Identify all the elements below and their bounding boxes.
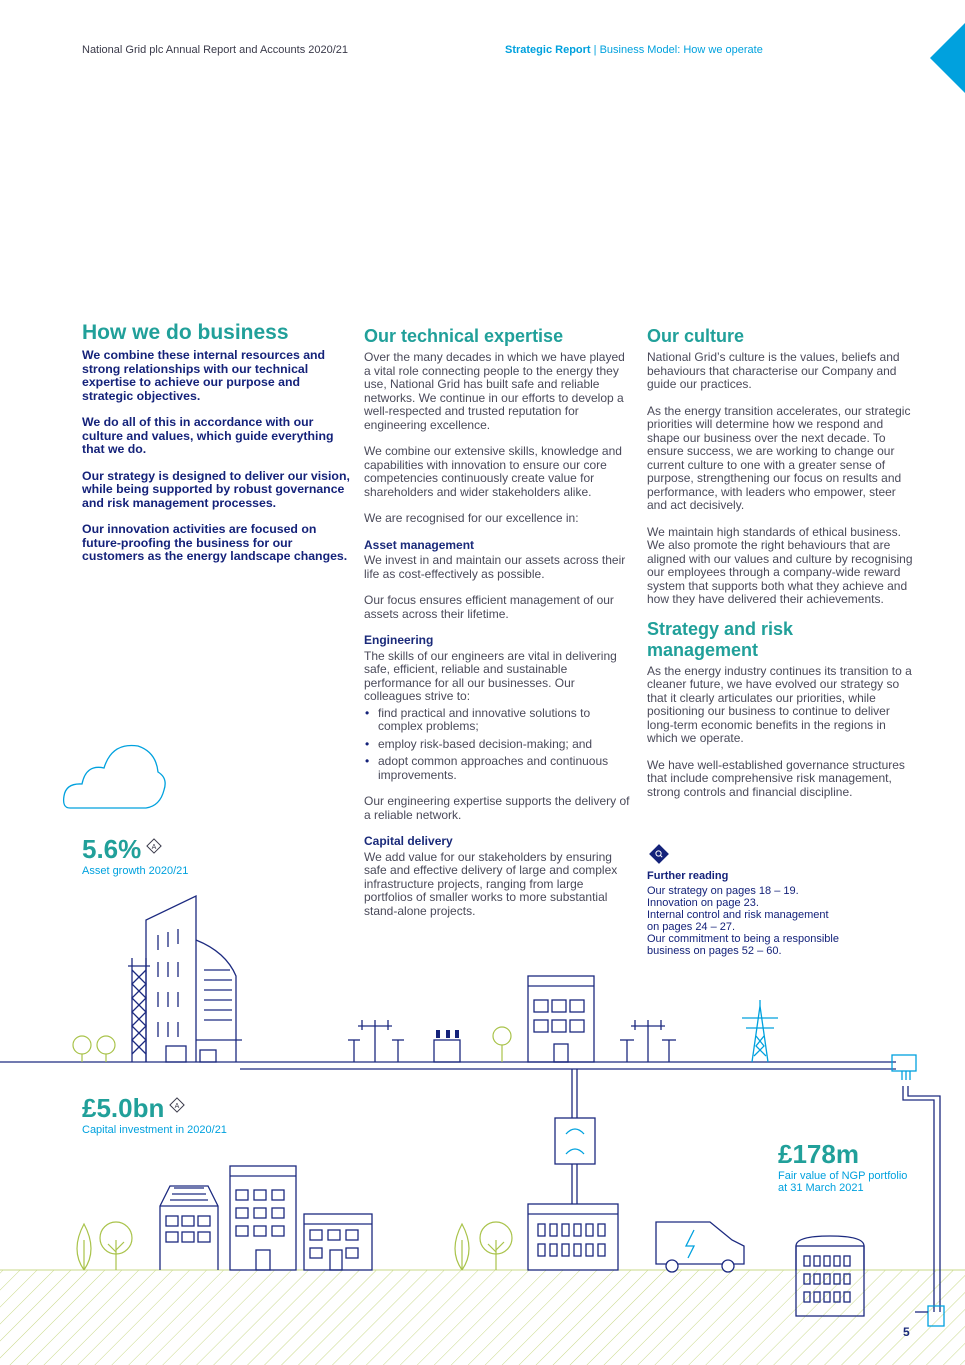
intro-paragraph-2 xyxy=(82,416,352,457)
intro-p4-part-b: activities are focused on future-proofing the business for our customers as the energy landscape changes. xyxy=(82,522,348,563)
section-breadcrumb xyxy=(505,44,763,56)
intro-p4-keyword: Our innovation xyxy=(82,522,170,536)
intro-p1-keyword: technical expertise xyxy=(82,361,309,389)
intro-p3-part-b: is designed to deliver our vision, while being supported by robust governance and risk management processes. xyxy=(82,468,350,510)
substation-icon xyxy=(434,1030,460,1062)
intro-paragraph-1 xyxy=(82,349,352,403)
further-reading-link[interactable]: Internal control and risk management xyxy=(647,909,829,921)
tree-icon xyxy=(73,1036,115,1062)
capital-paragraph: We add value for our stakeholders by ensuring safe and effective delivery of large and complex infrastructure projects, ranging from large portfolios of smaller works to more substantial stand-alone projects. xyxy=(364,849,618,918)
culture-paragraph-1: National Grid’s culture is the values, beliefs and behaviours that characterise our Company and guide our practices. xyxy=(647,350,900,391)
energy-network-illustration xyxy=(0,730,965,1365)
meter-icon xyxy=(555,1118,595,1164)
cloud-icon xyxy=(64,745,166,808)
asset-paragraph-2: Our focus ensures efficient management of our assets across their lifetime. xyxy=(364,593,614,621)
section-title-how-we-do-business: How we do business xyxy=(82,321,289,344)
strategy-paragraph-1: As the energy industry continues its transition to a cleaner future, we have evolved our strategy so that it clearly articulates our priorities, while positioning our business to continue to deliver long-term economic benefits in the regions in which we operate. xyxy=(647,663,912,745)
bullet-item: • employ risk-based decision-making; and xyxy=(378,738,630,752)
stat-label-line-2: at 31 March 2021 xyxy=(778,1182,864,1194)
report-title: National Grid plc Annual Report and Accounts 2020/21 xyxy=(82,44,349,56)
stat-value: 5.6% xyxy=(82,834,142,864)
intro-p2-part-c: and values, which guide everything that we do. xyxy=(82,428,334,456)
industrial-building-icon xyxy=(528,1204,618,1270)
strategy-paragraph-2: We have well-established governance structures that include comprehensive risk management, strong controls and financial discipline. xyxy=(647,757,905,799)
bullet-item: • adopt common approaches and continuous improvements. xyxy=(378,755,630,782)
tree-icon xyxy=(493,1027,511,1062)
badge-text: A xyxy=(174,1103,180,1110)
stat-value: £5.0bn xyxy=(82,1093,165,1123)
tech-paragraph-1: Over the many decades in which we have played a vital role connecting people to the energy they use, National Grid has built safe and reliable networks. We continue in our efforts to develop a well-respected and trusted reputation for engineering excellence. xyxy=(364,350,625,432)
office-tower-icon xyxy=(128,896,242,1062)
tree-icon xyxy=(480,1222,512,1270)
heading-capital-delivery: Capital delivery xyxy=(364,834,453,848)
stat-value: £178m xyxy=(778,1139,859,1169)
culture-paragraph-3: We maintain high standards of ethical business. We also promote the right behaviours that are aligned with our values and culture by recognising our employees through a company-wide reward system that supports both what they achieve and how they have delivered their achievements. xyxy=(647,524,913,606)
tech-paragraph-2: We combine our extensive skills, knowledge and capabilities with innovation to ensure our core competencies continuously create value for shareholders and wider stakeholders alike. xyxy=(364,444,622,499)
page-number: 5 xyxy=(903,1325,910,1339)
stat-label-line-1: Fair value of NGP portfolio xyxy=(778,1170,908,1182)
intro-p1-part-c: to achieve our purpose and strategic objectives. xyxy=(82,375,301,403)
tree-icon xyxy=(100,1222,132,1270)
pylon-icon xyxy=(742,1000,778,1062)
tree-icon xyxy=(77,1224,91,1270)
intro-paragraph-3 xyxy=(82,470,352,511)
house-icon xyxy=(528,976,594,1062)
page-corner-tab[interactable] xyxy=(930,22,965,94)
intro-paragraph-4 xyxy=(82,523,352,564)
tech-paragraph-3: We are recognised for our excellence in: xyxy=(364,511,579,525)
heading-engineering: Engineering xyxy=(364,633,434,647)
further-reading-title: Further reading xyxy=(647,870,729,882)
section-title-technical-expertise: Our technical expertise xyxy=(364,326,564,346)
intro-p3-keyword: Our strategy xyxy=(82,468,156,483)
heading-asset-management: Asset management xyxy=(364,537,475,552)
utility-pole-icon xyxy=(348,1020,404,1062)
further-reading-link[interactable]: Our strategy on pages 18 – 19. xyxy=(647,885,799,897)
further-reading-link[interactable]: business on pages 52 – 60. xyxy=(647,945,782,957)
intro-p2-keyword: culture xyxy=(82,428,123,443)
stat-label: Capital investment in 2020/21 xyxy=(82,1124,227,1136)
stat-label: Asset growth 2020/21 xyxy=(82,865,189,877)
further-reading-link[interactable]: on pages 24 – 27. xyxy=(647,921,736,933)
section-title-our-culture: Our culture xyxy=(647,326,745,346)
intro-p2-part-a: We do all of this in accordance with our xyxy=(82,415,314,429)
further-reading-link[interactable]: Innovation on page 23. xyxy=(647,897,759,909)
bullet-item: • find practical and innovative solutions to complex problems; xyxy=(378,707,630,734)
engineering-paragraph: The skills of our engineers are vital in delivering safe, efficient, reliable and sustainable performance for all our businesses. Our colleagues strive to: xyxy=(364,648,617,703)
section-title-strategy-risk: Strategy and risk management xyxy=(647,618,794,660)
house-icon xyxy=(304,1214,372,1270)
badge-text: A xyxy=(151,844,157,851)
house-solar-icon xyxy=(160,1186,218,1270)
junction-box-icon xyxy=(892,1055,916,1080)
breadcrumb-section: Strategic Report xyxy=(505,44,591,56)
column-how-we-do-business xyxy=(82,322,352,577)
tree-icon xyxy=(455,1224,469,1270)
asset-paragraph-1: We invest in and maintain our assets across their life as cost-effectively as possible. xyxy=(364,553,626,581)
intro-p1-part-a: We combine these internal resources and strong relationships with our xyxy=(82,348,326,376)
breadcrumb-page: Business Model: How we operate xyxy=(599,44,763,56)
breadcrumb-separator: | xyxy=(590,44,600,56)
engineering-paragraph-2: Our engineering expertise supports the delivery of a reliable network. xyxy=(364,794,630,822)
culture-paragraph-2: As the energy transition accelerates, our strategic priorities will determine how we respond and shape our business over the next decade. To ensure success, we are working to change our current culture to one with a greater sense of purpose, strengthening our focus on results and performance, with leaders who empower, steer and act decisively. xyxy=(647,403,911,512)
electric-van-icon xyxy=(656,1222,744,1272)
apartment-building-icon xyxy=(230,1166,296,1270)
further-reading-link[interactable]: Our commitment to being a responsible xyxy=(647,933,839,945)
utility-pole-icon xyxy=(620,1020,676,1062)
